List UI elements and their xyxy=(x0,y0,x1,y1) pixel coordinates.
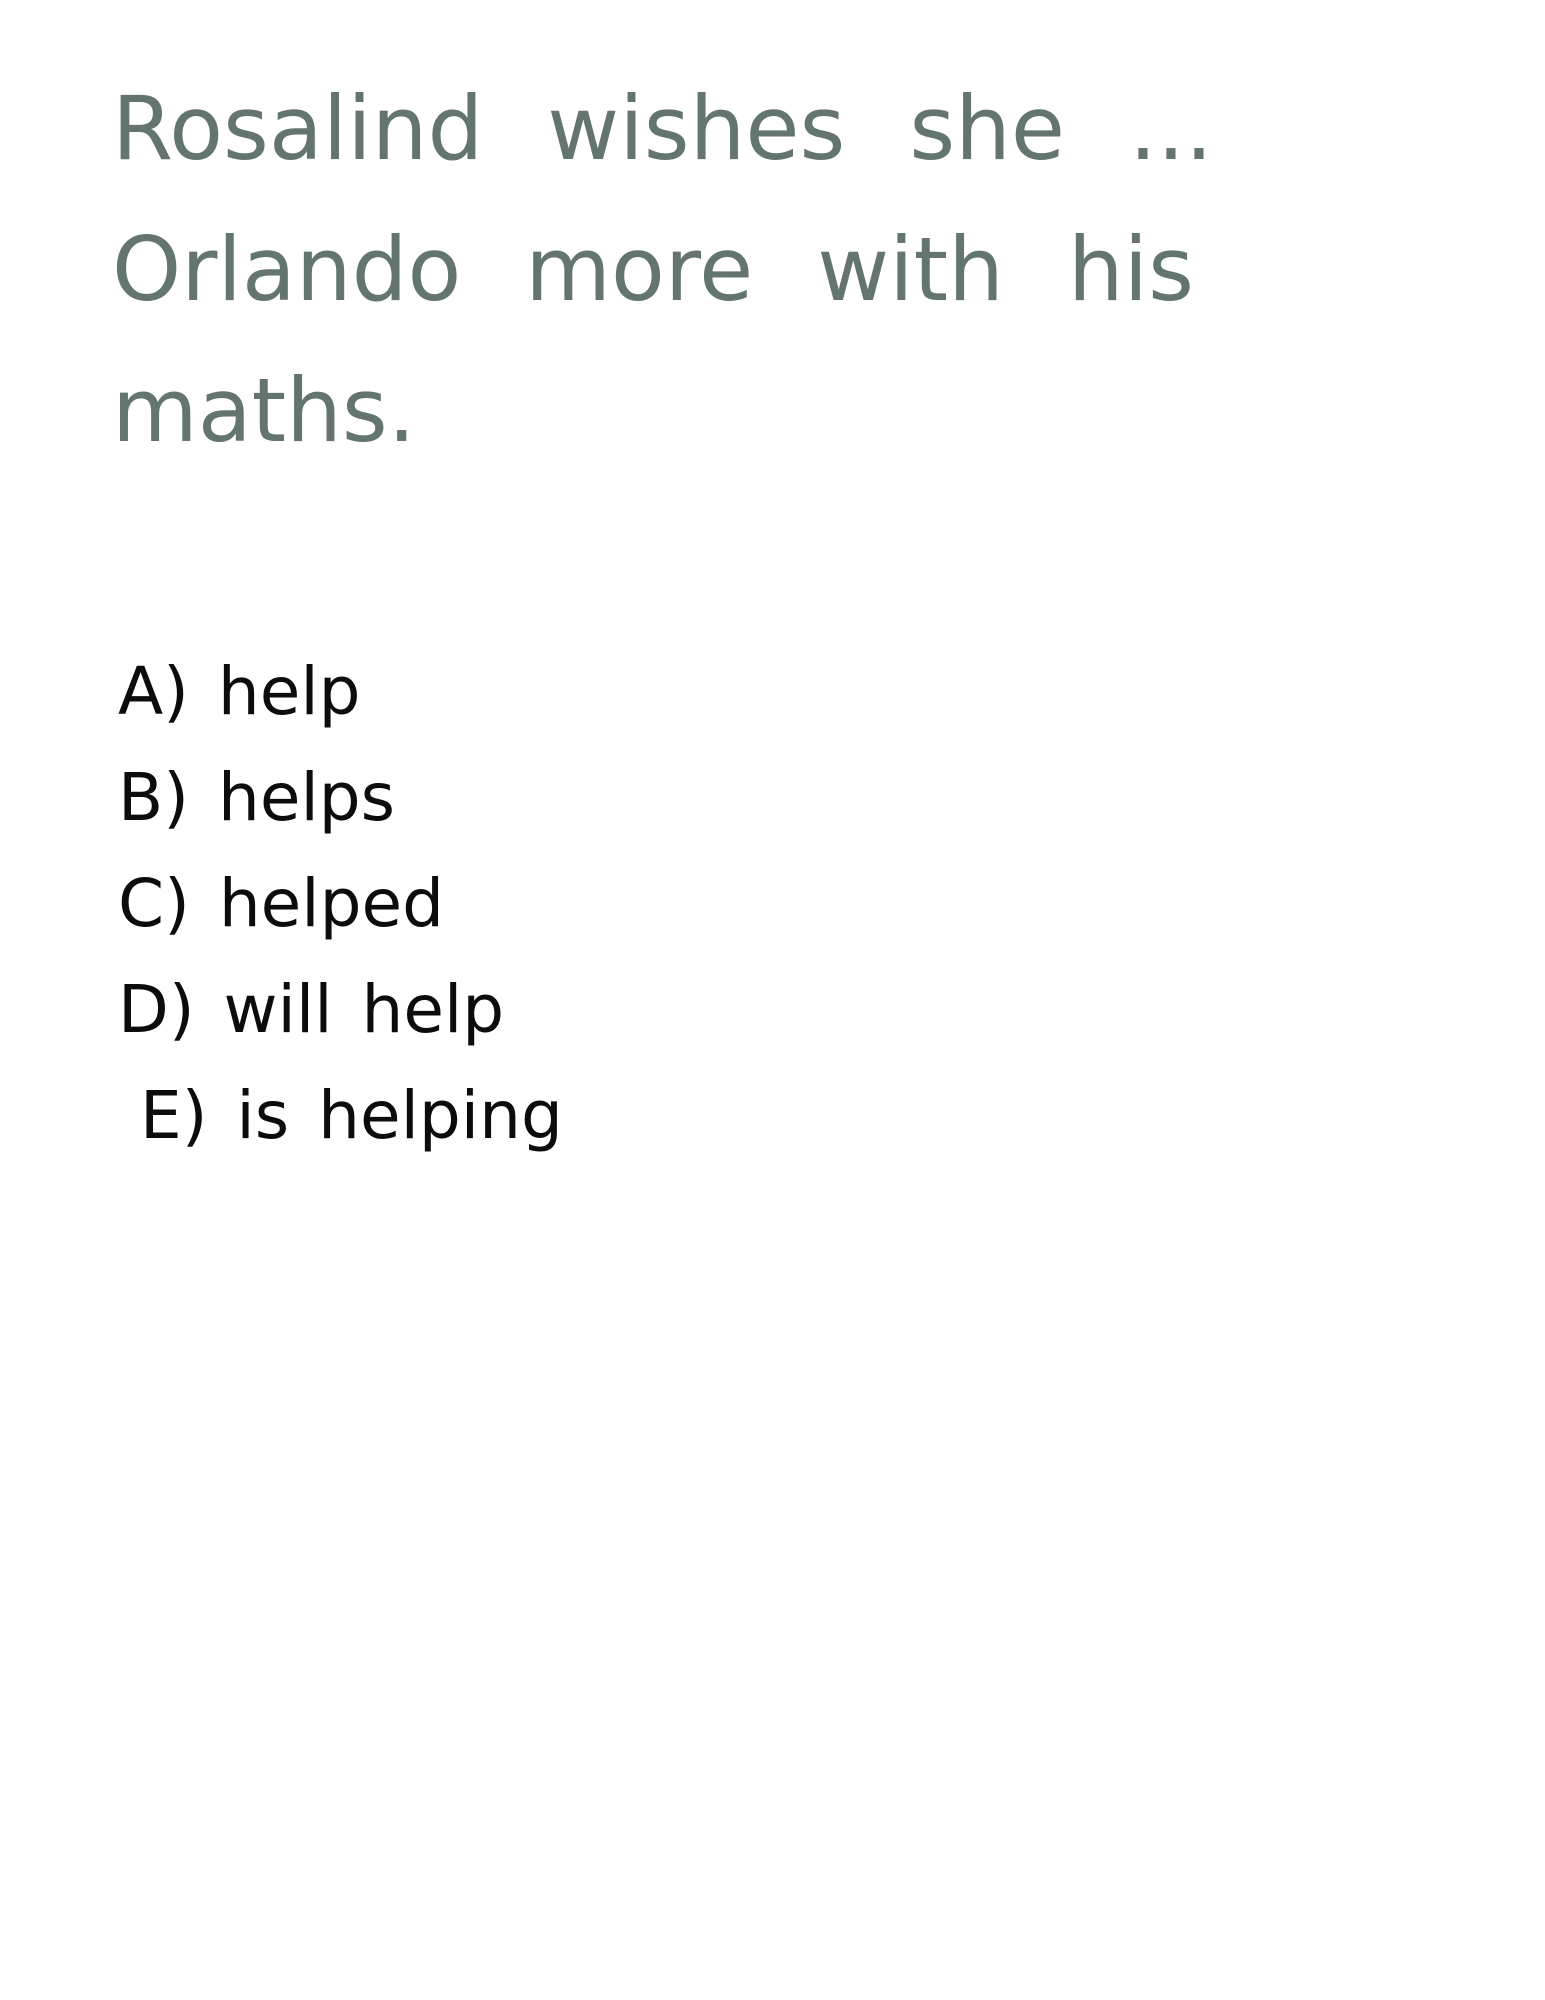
question-line-2: Orlando more with his xyxy=(112,218,1194,321)
question-line-1: Rosalind wishes she ... xyxy=(112,77,1213,180)
option-c[interactable]: C) helped xyxy=(118,865,444,942)
option-d[interactable]: D) will help xyxy=(118,971,505,1048)
worksheet-page xyxy=(0,58,1545,2000)
option-e[interactable]: E) is helping xyxy=(140,1077,563,1154)
question-text xyxy=(112,58,1485,481)
option-a[interactable]: A) help xyxy=(118,653,361,730)
question-line-3: maths. xyxy=(112,359,416,462)
option-b[interactable]: B) helps xyxy=(118,759,396,836)
answer-options xyxy=(118,639,1485,1169)
